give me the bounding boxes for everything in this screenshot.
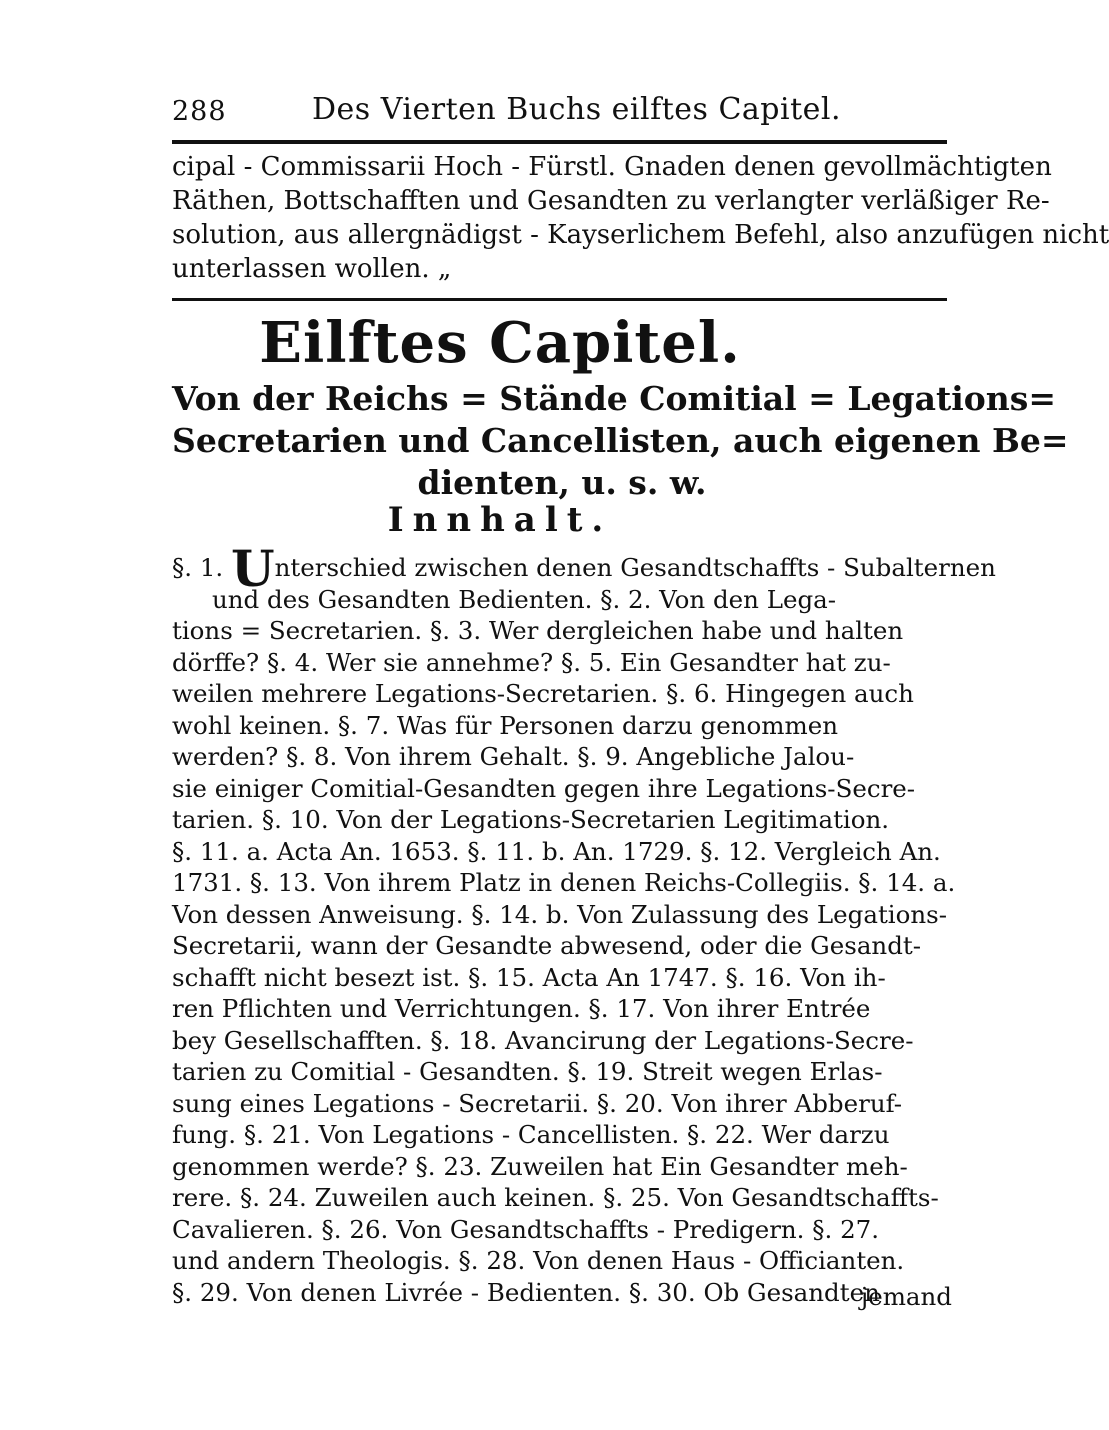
- text-line: unterlassen wollen. „: [172, 254, 452, 284]
- contents-line: Secretarii, wann der Gesandte abwesend, oder die Gesandt-: [172, 931, 922, 960]
- running-title: Des Vierten Buchs eilftes Capitel.: [312, 92, 842, 127]
- contents-line: sung eines Legations - Secretarii. §. 20. Von ihrer Abberuf-: [172, 1088, 903, 1118]
- chapter-subtitle: [172, 378, 1069, 504]
- contents-line: Cavalieren. §. 26. Von Gesandtschaffts - Predigern. §. 27.: [172, 1214, 880, 1244]
- contents-line: und des Gesandten Bedienten. §. 2. Von den Lega-: [212, 584, 837, 614]
- header-rule: [172, 140, 947, 144]
- contents-lines: [172, 584, 956, 1309]
- page-header: [172, 92, 952, 132]
- contents-line: schafft nicht besezt ist. §. 15. Acta An 1747. §. 16. Von ih-: [172, 962, 886, 992]
- subtitle-line: dienten, u. s. w.: [417, 463, 707, 502]
- subtitle-line: Von der Reichs = Stände Comitial = Legations=: [172, 379, 1056, 418]
- continuation-paragraph: [172, 150, 1109, 286]
- contents-line: §. 29. Von denen Livrée - Bedienten. §. 30. Ob Gesandten: [172, 1277, 880, 1307]
- contents-line: ren Pflichten und Verrichtungen. §. 17. Von ihrer Entrée: [172, 994, 871, 1023]
- contents-line: 1731. §. 13. Von ihrem Platz in denen Reichs-Collegiis. §. 14. a.: [172, 868, 956, 897]
- text-line: Räthen, Bottschafften und Gesandten zu verlangter verläßiger Re-: [172, 186, 1050, 216]
- drop-cap: U: [231, 539, 275, 598]
- contents-line: rere. §. 24. Zuweilen auch keinen. §. 25. Von Gesandtschaffts-: [172, 1183, 939, 1212]
- contents-list: [172, 539, 996, 1308]
- contents-line: fung. §. 21. Von Legations - Cancellisten. §. 22. Wer darzu: [172, 1120, 890, 1149]
- contents-line: dörffe? §. 4. Wer sie annehme? §. 5. Ein Gesandter hat zu-: [172, 647, 891, 677]
- contents-line: werden? §. 8. Von ihrem Gehalt. §. 9. Angebliche Jalou-: [172, 742, 855, 771]
- section-number: §. 1.: [172, 553, 224, 582]
- contents-line: Von dessen Anweisung. §. 14. b. Von Zulassung des Legations-: [172, 899, 948, 929]
- contents-line: genommen werde? §. 23. Zuweilen hat Ein Gesandter meh-: [172, 1151, 908, 1181]
- section-divider: [172, 298, 947, 301]
- contents-line: wohl keinen. §. 7. Was für Personen darzu genommen: [172, 710, 838, 740]
- contents-line: weilen mehrere Legations-Secretarien. §. 6. Hingegen auch: [172, 679, 914, 708]
- contents-line: tarien. §. 10. Von der Legations-Secretarien Legitimation.: [172, 805, 890, 834]
- contents-line: §. 11. a. Acta An. 1653. §. 11. b. An. 1729. §. 12. Vergleich An.: [172, 836, 941, 866]
- catchword: jemand: [860, 1282, 952, 1311]
- subtitle-line: Secretarien und Cancellisten, auch eigenen Be=: [172, 421, 1069, 460]
- contents-line: bey Gesellschafften. §. 18. Avancirung der Legations-Secre-: [172, 1025, 914, 1055]
- text-line: solution, aus allergnädigst - Kayserlichem Befehl, also anzufügen nicht: [172, 220, 1109, 250]
- page-number: 288: [172, 96, 227, 127]
- contents-heading: Innhalt.: [387, 500, 613, 540]
- chapter-title: Eilftes Capitel.: [259, 310, 741, 376]
- contents-line: sie einiger Comitial-Gesandten gegen ihre Legations-Secre-: [172, 773, 916, 803]
- contents-line: tions = Secretarien. §. 3. Wer dergleichen habe und halten: [172, 616, 904, 645]
- contents-line: und andern Theologis. §. 28. Von denen Haus - Officianten.: [172, 1246, 905, 1275]
- text-line: cipal - Commissarii Hoch - Fürstl. Gnaden denen gevollmächtigten: [172, 152, 1052, 182]
- contents-first-line: [172, 539, 996, 598]
- text-line: nterschied zwischen denen Gesandtschaffts - Subalternen: [274, 553, 996, 582]
- contents-line: tarien zu Comitial - Gesandten. §. 19. Streit wegen Erlas-: [172, 1057, 883, 1086]
